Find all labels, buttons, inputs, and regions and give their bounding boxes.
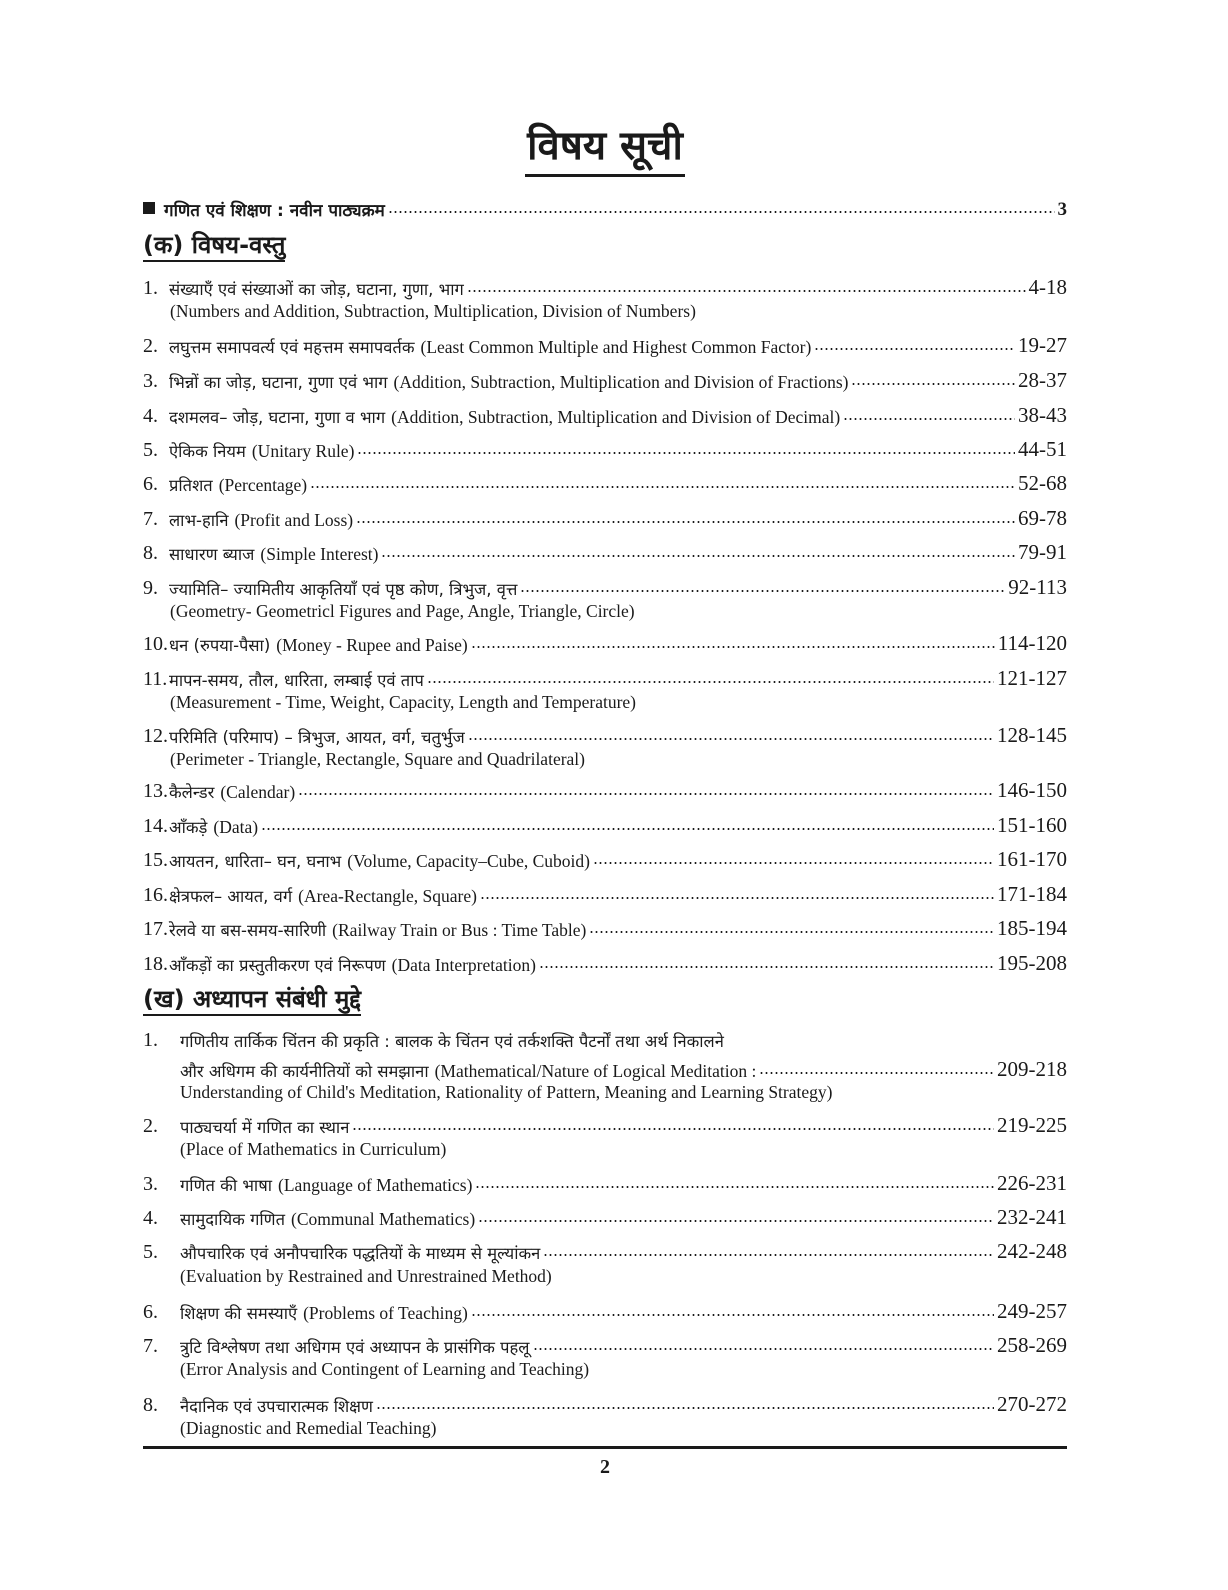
item-number: 3. — [143, 1173, 158, 1195]
item-title-hindi: सामुदायिक गणित — [180, 1210, 285, 1229]
leader-dots — [543, 1251, 994, 1259]
item-pages: 79-91 — [1018, 540, 1067, 564]
toc-entry — [143, 808, 1067, 838]
item-number: 4. — [143, 1207, 158, 1229]
item-pages: 249-257 — [997, 1299, 1067, 1323]
item-title-hindi: परिमिति (परिमाप) – त्रिभुज, आयत, वर्ग, चतुर्भुज — [169, 728, 465, 747]
leader-dots — [851, 380, 1015, 388]
item-subtitle-english: Understanding of Child's Meditation, Rationality of Pattern, Meaning and Learning Strategy) — [180, 1082, 833, 1102]
item-title-english: (Mathematical/Nature of Logical Meditation : — [434, 1061, 757, 1081]
item-title-english: (Language of Mathematics) — [278, 1175, 473, 1195]
item-number: 7. — [143, 1335, 158, 1357]
item-number: 6. — [143, 473, 158, 495]
item-pages: 28-37 — [1018, 368, 1067, 392]
item-number: 1. — [143, 1029, 158, 1051]
item-title-hindi: पाठ्यचर्या में गणित का स्थान — [180, 1118, 350, 1137]
item-pages: 161-170 — [997, 847, 1067, 871]
item-number: 15. — [143, 849, 168, 871]
toc-entry — [143, 1200, 1067, 1230]
item-pages: 44-51 — [1018, 437, 1067, 461]
item-number: 13. — [143, 780, 168, 802]
item-title-hindi: आँकड़ों का प्रस्तुतीकरण एवं निरूपण — [169, 956, 386, 975]
item-number: 8. — [143, 542, 158, 564]
intro-row — [143, 191, 1067, 221]
item-title-hindi: साधारण ब्याज — [169, 545, 255, 564]
leader-dots — [843, 415, 1015, 423]
item-number: 8. — [143, 1394, 158, 1416]
toc-page — [143, 0, 1067, 1590]
item-number: 4. — [143, 405, 158, 427]
toc-entry — [143, 661, 1067, 691]
toc-entry — [143, 570, 1067, 600]
item-pages: 232-241 — [997, 1205, 1067, 1229]
leader-dots — [539, 963, 994, 971]
leader-dots — [381, 552, 1015, 560]
item-pages: 52-68 — [1018, 471, 1067, 495]
toc-entry — [143, 363, 1067, 393]
toc-entry — [143, 877, 1067, 907]
item-pages: 270-272 — [997, 1392, 1067, 1416]
item-subtitle-english: (Evaluation by Restrained and Unrestrained Method) — [180, 1266, 552, 1286]
item-number: 12. — [143, 725, 168, 747]
item-title-hindi: और अधिगम की कार्यनीतियों को समझाना — [180, 1062, 429, 1081]
item-pages: 226-231 — [997, 1171, 1067, 1195]
item-pages: 195-208 — [997, 951, 1067, 975]
item-title-english: (Calendar) — [220, 782, 296, 802]
leader-dots — [356, 518, 1015, 526]
item-subtitle-english: (Perimeter - Triangle, Rectangle, Square and Quadrilateral) — [170, 749, 585, 769]
intro-pages: 3 — [1057, 199, 1067, 220]
item-subtitle-english: (Measurement - Time, Weight, Capacity, Length and Temperature) — [170, 692, 637, 712]
leader-dots — [593, 859, 994, 867]
item-title-hindi: ज्यामिति– ज्यामितीय आकृतियाँ एवं पृष्ठ कोण, त्रिभुज, वृत्त — [169, 580, 518, 599]
item-subtitle-english: (Geometry- Geometricl Figures and Page, Angle, Triangle, Circle) — [170, 601, 635, 621]
toc-entry — [143, 1294, 1067, 1324]
item-title-hindi: लघुत्तम समापवर्त्य एवं महत्तम समापवर्तक — [169, 338, 415, 357]
item-title-english: (Data Interpretation) — [391, 955, 536, 975]
toc-entry — [143, 946, 1067, 976]
item-number: 2. — [143, 1115, 158, 1137]
toc-entry — [143, 1328, 1067, 1358]
toc-entry — [143, 535, 1067, 565]
page-number: 2 — [600, 1456, 610, 1478]
toc-entry — [143, 626, 1067, 656]
item-title-hindi: नैदानिक एवं उपचारात्मक शिक्षण — [180, 1397, 373, 1416]
item-pages: 128-145 — [997, 723, 1067, 747]
item-subtitle-english: (Error Analysis and Contingent of Learning and Teaching) — [180, 1359, 590, 1379]
toc-entry — [143, 466, 1067, 496]
item-number: 11. — [143, 668, 168, 690]
item-title-english: (Money - Rupee and Paise) — [276, 635, 468, 655]
item-title-hindi: रेलवे या बस-समय-सारिणी — [169, 921, 327, 940]
page-title: विषय सूची — [525, 122, 685, 177]
item-pages: 209-218 — [997, 1057, 1067, 1081]
leader-dots — [298, 790, 994, 798]
section-b-heading-text: (ख) अध्यापन संबंधी मुद्दे — [143, 985, 361, 1016]
item-title-hindi: ऐकिक नियम — [169, 442, 246, 461]
item-number: 17. — [143, 918, 168, 940]
item-title-english: (Addition, Subtraction, Multiplication and Division of Decimal) — [391, 407, 841, 427]
item-number: 9. — [143, 577, 158, 599]
item-number: 10. — [143, 633, 168, 655]
leader-dots — [471, 1311, 994, 1319]
section-b-item-1-line-1 — [143, 1022, 1067, 1052]
item-number: 18. — [143, 953, 168, 975]
toc-entry — [143, 1166, 1067, 1196]
item-title-hindi: औपचारिक एवं अनौपचारिक पद्धतियों के माध्यम से मूल्यांकन — [180, 1244, 541, 1263]
item-title-english: (Addition, Subtraction, Multiplication and Division of Fractions) — [393, 372, 849, 392]
toc-entry — [143, 501, 1067, 531]
item-title-hindi: धन (रुपया-पैसा) — [169, 636, 271, 655]
item-pages: 258-269 — [997, 1333, 1067, 1357]
toc-entry — [143, 270, 1067, 300]
item-title-hindi: गणितीय तार्किक चिंतन की प्रकृति : बालक के चिंतन एवं तर्कशक्ति पैटर्नों तथा अर्थ निकालने — [180, 1032, 724, 1051]
item-subtitle-english: (Place of Mathematics in Curriculum) — [180, 1139, 447, 1159]
item-pages: 242-248 — [997, 1239, 1067, 1263]
leader-dots — [357, 449, 1015, 457]
item-title-hindi: मापन-समय, तौल, धारिता, लम्बाई एवं ताप — [169, 671, 424, 690]
item-number: 5. — [143, 439, 158, 461]
section-a-heading-text: (क) विषय-वस्तु — [143, 231, 285, 262]
leader-dots — [475, 1183, 994, 1191]
leader-dots — [467, 287, 1026, 295]
item-subtitle-english: (Numbers and Addition, Subtraction, Multiplication, Division of Numbers) — [170, 301, 696, 321]
item-title-hindi: प्रतिशत — [169, 476, 213, 495]
toc-entry — [143, 328, 1067, 358]
item-title-english: (Volume, Capacity–Cube, Cuboid) — [347, 851, 590, 871]
item-title-hindi: भिन्नों का जोड़, घटाना, गुणा एवं भाग — [169, 373, 388, 392]
item-number: 6. — [143, 1301, 158, 1323]
item-title-english: (Communal Mathematics) — [291, 1209, 476, 1229]
item-pages: 121-127 — [997, 666, 1067, 690]
bullet-square-icon — [143, 202, 155, 214]
item-title-hindi: लाभ-हानि — [169, 511, 229, 530]
leader-dots — [589, 928, 994, 936]
item-pages: 151-160 — [997, 813, 1067, 837]
item-number: 5. — [143, 1241, 158, 1263]
leader-dots — [352, 1125, 994, 1133]
title-wrap — [143, 122, 1067, 177]
item-pages: 4-18 — [1028, 275, 1067, 299]
toc-entry — [143, 1387, 1067, 1417]
item-pages: 114-120 — [997, 631, 1067, 655]
leader-dots — [261, 825, 994, 833]
item-title-english: (Simple Interest) — [260, 544, 379, 564]
item-title-hindi: संख्याएँ एवं संख्याओं का जोड़, घटाना, गुणा, भाग — [169, 280, 464, 299]
toc-entry — [143, 718, 1067, 748]
item-pages: 69-78 — [1018, 506, 1067, 530]
item-pages: 171-184 — [997, 882, 1067, 906]
leader-dots — [471, 643, 995, 651]
item-pages: 38-43 — [1018, 403, 1067, 427]
item-title-english: (Percentage) — [218, 475, 308, 495]
item-number: 7. — [143, 508, 158, 530]
toc-entry — [143, 1234, 1067, 1264]
item-title-english: (Profit and Loss) — [234, 510, 354, 530]
item-title-hindi: गणित की भाषा — [180, 1176, 273, 1195]
toc-entry — [143, 773, 1067, 803]
item-title-hindi: शिक्षण की समस्याएँ — [180, 1304, 298, 1323]
leader-dots — [310, 483, 1015, 491]
leader-dots — [814, 345, 1015, 353]
item-number: 3. — [143, 370, 158, 392]
item-title-hindi: दशमलव– जोड़, घटाना, गुणा व भाग — [169, 408, 386, 427]
item-pages: 185-194 — [997, 916, 1067, 940]
leader-dots — [520, 587, 1005, 595]
item-title-english: (Area-Rectangle, Square) — [298, 886, 477, 906]
leader-dots — [427, 678, 994, 686]
intro-label: गणित एवं शिक्षण : नवीन पाठ्यक्रम — [164, 201, 385, 221]
leader-dots — [759, 1069, 994, 1077]
item-pages: 92-113 — [1008, 575, 1067, 599]
item-title-hindi: आँकड़े — [169, 818, 208, 837]
item-title-english: (Railway Train or Bus : Time Table) — [332, 920, 587, 940]
item-title-hindi: क्षेत्रफल– आयत, वर्ग — [169, 887, 293, 906]
item-number: 16. — [143, 884, 168, 906]
toc-entry — [143, 1108, 1067, 1138]
item-title-hindi: आयतन, धारिता– घन, घनाभ — [169, 852, 342, 871]
item-number: 1. — [143, 277, 158, 299]
item-title-english: (Least Common Multiple and Highest Common Factor) — [420, 337, 812, 357]
toc-entry — [143, 432, 1067, 462]
item-title-english: (Unitary Rule) — [251, 441, 355, 461]
item-pages: 19-27 — [1018, 333, 1067, 357]
leader-dots — [533, 1345, 995, 1353]
item-title-hindi: कैलेन्डर — [169, 783, 215, 802]
item-title-hindi: त्रुटि विश्लेषण तथा अधिगम एवं अध्यापन के प्रासंगिक पहलू — [180, 1338, 530, 1357]
leader-dots — [388, 208, 1055, 216]
toc-entry — [143, 842, 1067, 872]
section-a-heading — [143, 230, 285, 260]
toc-entry — [143, 398, 1067, 428]
leader-dots — [468, 735, 994, 743]
leader-dots — [376, 1404, 994, 1412]
item-pages: 146-150 — [997, 778, 1067, 802]
leader-dots — [478, 1217, 994, 1225]
section-b-heading — [143, 984, 361, 1014]
toc-entry — [143, 911, 1067, 941]
item-title-english: (Problems of Teaching) — [303, 1303, 468, 1323]
item-pages: 219-225 — [997, 1113, 1067, 1137]
leader-dots — [480, 894, 994, 902]
section-b-item-1-line-2 — [143, 1052, 1067, 1082]
item-title-english: (Data) — [213, 817, 259, 837]
item-number: 14. — [143, 815, 168, 837]
item-number: 2. — [143, 335, 158, 357]
bottom-rule — [143, 1446, 1067, 1449]
item-subtitle-english: (Diagnostic and Remedial Teaching) — [180, 1418, 437, 1438]
